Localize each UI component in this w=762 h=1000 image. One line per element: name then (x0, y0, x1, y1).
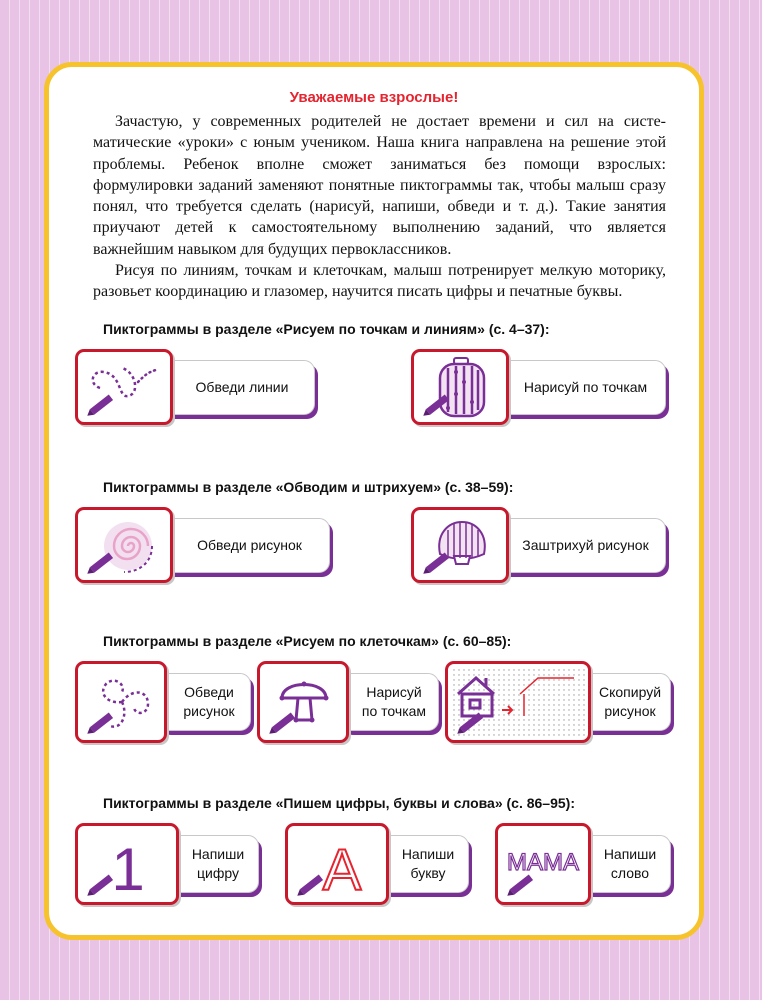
label-line-1: Напиши (401, 846, 455, 862)
pictogram-card-write-word (495, 823, 671, 905)
pictogram-card-copy-house (445, 661, 671, 743)
pictogram-card-draw-by-dots (411, 349, 666, 425)
pictogram-card-trace-lines (75, 349, 315, 425)
label-line-1: Напиши (191, 846, 245, 862)
pictogram-card-trace-picture (75, 507, 330, 583)
letter-a-icon (285, 823, 389, 905)
section-title-digits-letters: Пиктограммы в разделе «Пишем цифры, буквы и слова» (с. 86–95): (103, 795, 575, 811)
pictogram-label (377, 835, 469, 893)
intro-text (93, 111, 666, 303)
trace-lines-icon (75, 349, 173, 425)
pictogram-label: Заштрихуй рисунок (495, 518, 666, 573)
pictogram-label: Обведи рисунок (159, 518, 330, 573)
barrel-dots-icon (411, 349, 509, 425)
pictogram-card-write-letter (285, 823, 469, 905)
house-copy-icon (445, 661, 591, 743)
label-line-1: Напиши (603, 846, 657, 862)
digit-glyph: 1 (111, 836, 145, 902)
label-line-1: Скопируй (598, 684, 662, 700)
shell-hatching-icon (411, 507, 509, 583)
section-title-grid: Пиктограммы в разделе «Рисуем по клеточкам» (с. 60–85): (103, 633, 512, 649)
label-line-2: слово (610, 865, 650, 881)
word-glyph: МАМА (507, 849, 579, 876)
letter-glyph: А (322, 838, 362, 902)
pictogram-label (579, 673, 671, 731)
intro-paragraph-1: Зачастую, у современных родителей не достает времени и сил на систематические «уроки» с юным учеником. Наша книга направлена на решение этой проблемы. Ребенок вполне сможет заниматься без помощи взрослых: формулировки заданий заменяют понятные пиктограммы так, чтобы малыш сразу понял, что требуется сделать (нарисуй, напиши, обведи и т. д.). Такие занятия приучают детей к самостоятельному выполнению заданий, что является важнейшим навыком для будущих первоклассников. (93, 113, 666, 258)
pictogram-label: Обведи линии (159, 360, 315, 415)
label-line-2: букву (410, 865, 446, 881)
label-line-2: по точкам (361, 703, 427, 719)
pictogram-label (157, 673, 251, 731)
mushroom-icon (257, 661, 349, 743)
section-title-dots-lines: Пиктограммы в разделе «Рисуем по точкам и линиям» (с. 4–37): (103, 321, 550, 337)
word-mama-icon (495, 823, 591, 905)
pictogram-card-write-digit (75, 823, 259, 905)
pictogram-card-trace-swirl (75, 661, 251, 743)
intro-paragraph-2: Рисуя по линиям, точкам и клеточкам, малыш потренирует мелкую моторику, разовьет координацию и глазомер, научится писать цифры и печатные буквы. (93, 262, 666, 301)
content-panel (44, 62, 704, 940)
label-line-1: Обведи (184, 684, 234, 700)
swirl-trace-icon (75, 661, 167, 743)
pictogram-card-draw-mushroom (257, 661, 439, 743)
pictogram-label (579, 835, 671, 893)
pictogram-card-hatch-picture (411, 507, 666, 583)
section-title-trace-hatch: Пиктограммы в разделе «Обводим и штрихуем» (с. 38–59): (103, 479, 514, 495)
pictogram-label (167, 835, 259, 893)
spiral-icon (75, 507, 173, 583)
label-line-2: цифру (196, 865, 239, 881)
page-heading: Уважаемые взрослые! (289, 89, 459, 106)
pictogram-label: Нарисуй по точкам (495, 360, 666, 415)
digit-one-icon (75, 823, 179, 905)
label-line-2: рисунок (183, 703, 235, 719)
label-line-2: рисунок (604, 703, 656, 719)
label-line-1: Нарисуй (366, 684, 422, 700)
pictogram-label (339, 673, 439, 731)
